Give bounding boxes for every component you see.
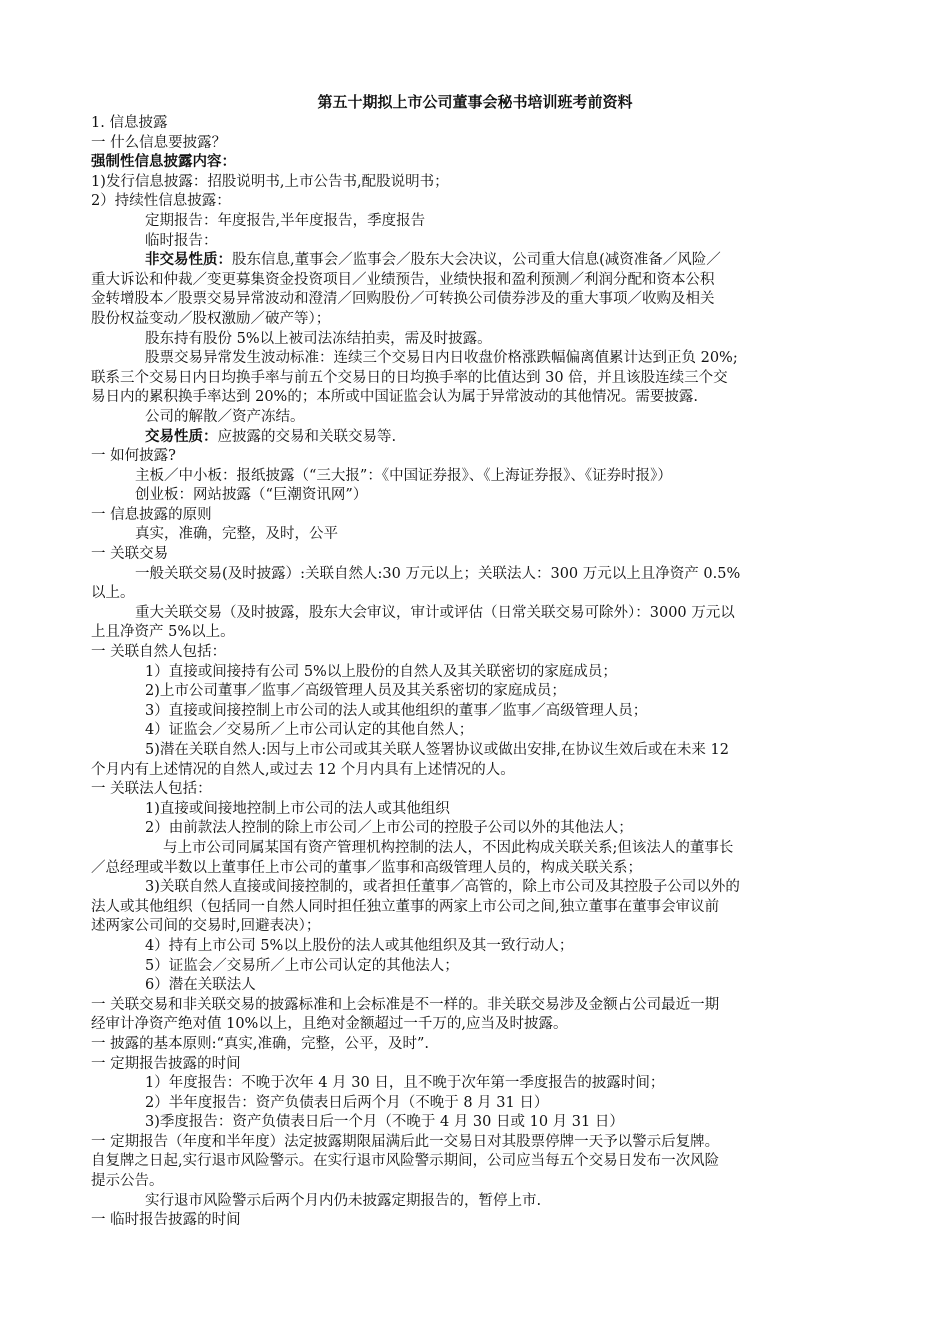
text-line (91, 388, 861, 408)
line-text: 与上市公司同属某国有资产管理机构控制的法人，不因此构成关联关系;但该法人的董事长 (163, 839, 734, 856)
document-body (91, 114, 861, 1231)
line-text: 个月内有上述情况的自然人,或过去 12 个月内具有上述情况的人。 (91, 761, 515, 778)
text-line (91, 643, 861, 663)
text-line (91, 1152, 861, 1172)
line-text: 股票交易异常发生波动标准：连续三个交易日内日收盘价格涨跌幅偏离值累计达到正负 20%; (145, 350, 738, 367)
line-text: 临时报告： (145, 232, 218, 249)
text-line (91, 212, 861, 232)
line-text: 重大关联交易（及时披露，股东大会审议，审计或评估（日常关联交易可除外）：3000 万元以 (135, 604, 735, 621)
line-text: 提示公告。 (91, 1173, 164, 1190)
line-text: 4）证监会／交易所／上市公司认定的其他自然人； (145, 722, 474, 739)
text-line (91, 976, 861, 996)
text-line (91, 663, 861, 683)
line-text: 1. 信息披露 (91, 115, 168, 131)
text-line (91, 702, 861, 722)
line-text: 经审计净资产绝对值 10%以上，且绝对金额超过一千万的,应当及时披露。 (91, 1016, 568, 1033)
text-line (91, 1211, 861, 1231)
text-line (91, 1113, 861, 1133)
line-text: ／总经理或半数以上董事任上市公司的董事／监事和高级管理人员的，构成关联关系； (91, 859, 642, 876)
line-text: 2）由前款法人控制的除上市公司／上市公司的控股子公司以外的其他法人； (145, 820, 633, 837)
line-text: 3）直接或间接控制上市公司的法人或其他组织的董事／监事／高级管理人员； (145, 702, 648, 719)
line-text: 2）半年度报告：资产负债表日后两个月（不晚于 8 月 31 日） (145, 1094, 549, 1111)
line-text: 创业板：网站披露（“巨潮资讯网”） (135, 487, 368, 504)
text-line (91, 1074, 861, 1094)
text-line (91, 682, 861, 702)
text-line (91, 467, 861, 487)
text-line (91, 878, 861, 898)
text-line (91, 447, 861, 467)
text-line (91, 1015, 861, 1035)
line-text: 一 关联自然人包括： (91, 644, 227, 661)
line-text: 实行退市风险警示后两个月内仍未披露定期报告的，暂停上市. (145, 1192, 542, 1209)
text-line (91, 1035, 861, 1055)
line-text: 一 披露的基本原则:“真实,准确，完整，公平，及时”. (91, 1035, 430, 1052)
line-text: 上且净资产 5%以上。 (91, 624, 235, 641)
line-text: 一 定期报告（年度和半年度）法定披露期限届满后此一交易日对其股票停牌一天予以警示后复牌。 (91, 1133, 720, 1150)
text-line (91, 114, 861, 134)
line-text: 公司的解散／资产冻结。 (145, 408, 305, 425)
line-text: 1）年度报告：不晚于次年 4 月 30 日，且不晚于次年第一季度报告的披露时间； (145, 1075, 665, 1092)
line-text: 一 关联交易和非关联交易的披露标准和上会标准是不一样的。非关联交易涉及金额占公司最近一期 (91, 996, 720, 1013)
line-text: 一 如何披露? (91, 448, 176, 465)
text-line (91, 800, 861, 820)
text-line (91, 898, 861, 918)
text-line (91, 996, 861, 1016)
text-line (91, 271, 861, 291)
line-text: 重大诉讼和仲裁／变更募集资金投资项目／业绩预告，业绩快报和盈利预测／利润分配和资本公积 (91, 271, 715, 288)
text-line (91, 565, 861, 585)
text-line (91, 506, 861, 526)
line-text: 一 临时报告披露的时间 (91, 1212, 241, 1229)
line-text: 一般关联交易(及时披露）:关联自然人:30 万元以上；关联法人：300 万元以上且净资产 0.5% (135, 565, 741, 582)
text-line (91, 408, 861, 428)
line-text: 易日内的累积换手率达到 20%的；本所或中国证监会认为属于异常波动的其他情况。需要披露. (91, 389, 698, 406)
line-text: 3)关联自然人直接或间接控制的，或者担任董事／高管的，除上市公司及其控股子公司以外的 (145, 879, 740, 896)
text-line (91, 1133, 861, 1153)
line-text: 定期报告：年度报告,半年度报告，季度报告 (145, 212, 426, 229)
text-line (91, 1055, 861, 1075)
text-line (91, 349, 861, 369)
text-line (91, 192, 861, 212)
text-line (91, 251, 861, 271)
text-line (91, 623, 861, 643)
line-text: 5）证监会／交易所／上市公司认定的其他法人； (145, 957, 459, 974)
text-line (91, 1172, 861, 1192)
line-text: 股份权益变动／股权激励／破产等）； (91, 310, 331, 327)
text-line (91, 741, 861, 761)
text-line (91, 604, 861, 624)
text-line (91, 290, 861, 310)
document-title: 第五十期拟上市公司董事会秘书培训班考前资料 (317, 93, 633, 111)
line-text: 金转增股本／股票交易异常波动和澄清／回购股份／可转换公司债券涉及的重大事项／收购及相关 (91, 291, 715, 308)
line-text: 一 关联交易 (91, 546, 169, 563)
line-text: 一 定期报告披露的时间 (91, 1055, 241, 1072)
text-line (91, 134, 861, 154)
text-line (91, 525, 861, 545)
line-text: 1）直接或间接持有公司 5%以上股份的自然人及其关联密切的家庭成员； (145, 663, 617, 680)
text-line (91, 1192, 861, 1212)
line-text: 以上。 (91, 585, 135, 602)
text-line (91, 369, 861, 389)
text-line (91, 761, 861, 781)
line-text: 法人或其他组织（包括同一自然人同时担任独立董事的两家上市公司之间,独立董事在董事会审议前 (91, 898, 720, 915)
line-text: 4）持有上市公司 5%以上股份的法人或其他组织及其一致行动人； (145, 937, 574, 954)
line-text: 一 信息披露的原则 (91, 506, 212, 523)
line-text: 股东持有股份 5%以上被司法冻结拍卖，需及时披露。 (145, 330, 492, 347)
line-text: 一 什么信息要披露？ (91, 134, 227, 151)
text-line (91, 584, 861, 604)
line-text: 主板／中小板：报纸披露（“三大报”：《中国证券报》、《上海证券报》、《证券时报》） (135, 467, 672, 484)
text-line (91, 917, 861, 937)
text-line (91, 859, 861, 879)
text-line (91, 330, 861, 350)
text-line (91, 819, 861, 839)
line-text: 股东信息,董事会／监事会／股东大会决议，公司重大信息(减资准备／风险／ (232, 252, 721, 269)
line-text: 一 关联法人包括： (91, 781, 212, 798)
bold-label: 非交易性质： (145, 252, 232, 269)
line-text: 5)潜在关联自然人:因与上市公司或其关联人签署协议或做出安排,在协议生效后或在未来 12 (145, 742, 729, 758)
line-text: 应披露的交易和关联交易等. (217, 428, 397, 445)
text-line (91, 721, 861, 741)
line-text: 1)直接或间接地控制上市公司的法人或其他组织 (145, 800, 450, 817)
text-line (91, 232, 861, 252)
text-line (91, 937, 861, 957)
line-text: 3)季度报告：资产负债表日后一个月（不晚于 4 月 30 日或 10 月 31 日） (145, 1114, 624, 1131)
line-text: 1)发行信息披露：招股说明书,上市公告书,配股说明书； (91, 173, 449, 190)
line-text: 自复牌之日起,实行退市风险警示。在实行退市风险警示期间，公司应当每五个交易日发布一次风险 (91, 1153, 720, 1170)
bold-label: 交易性质： (145, 428, 218, 445)
line-text: 6）潜在关联法人 (145, 977, 256, 994)
text-line (91, 839, 861, 859)
line-text: 联系三个交易日内日均换手率与前五个交易日的日均换手率的比值达到 30 倍，并且该股连续三个交 (91, 369, 728, 386)
text-line (91, 428, 861, 448)
line-text: 2）持续性信息披露： (91, 193, 231, 210)
text-line (91, 486, 861, 506)
text-line (91, 780, 861, 800)
line-text: 真实，准确，完整，及时，公平 (135, 526, 338, 543)
line-text: 述两家公司间的交易时,回避表决）； (91, 918, 321, 935)
text-line (91, 153, 861, 173)
text-line (91, 1094, 861, 1114)
line-text: 2)上市公司董事／监事／高级管理人员及其关系密切的家庭成员； (145, 683, 566, 700)
line-text: 强制性信息披露内容： (91, 154, 236, 171)
text-line (91, 173, 861, 193)
text-line (91, 957, 861, 977)
text-line (91, 310, 861, 330)
text-line (91, 545, 861, 565)
